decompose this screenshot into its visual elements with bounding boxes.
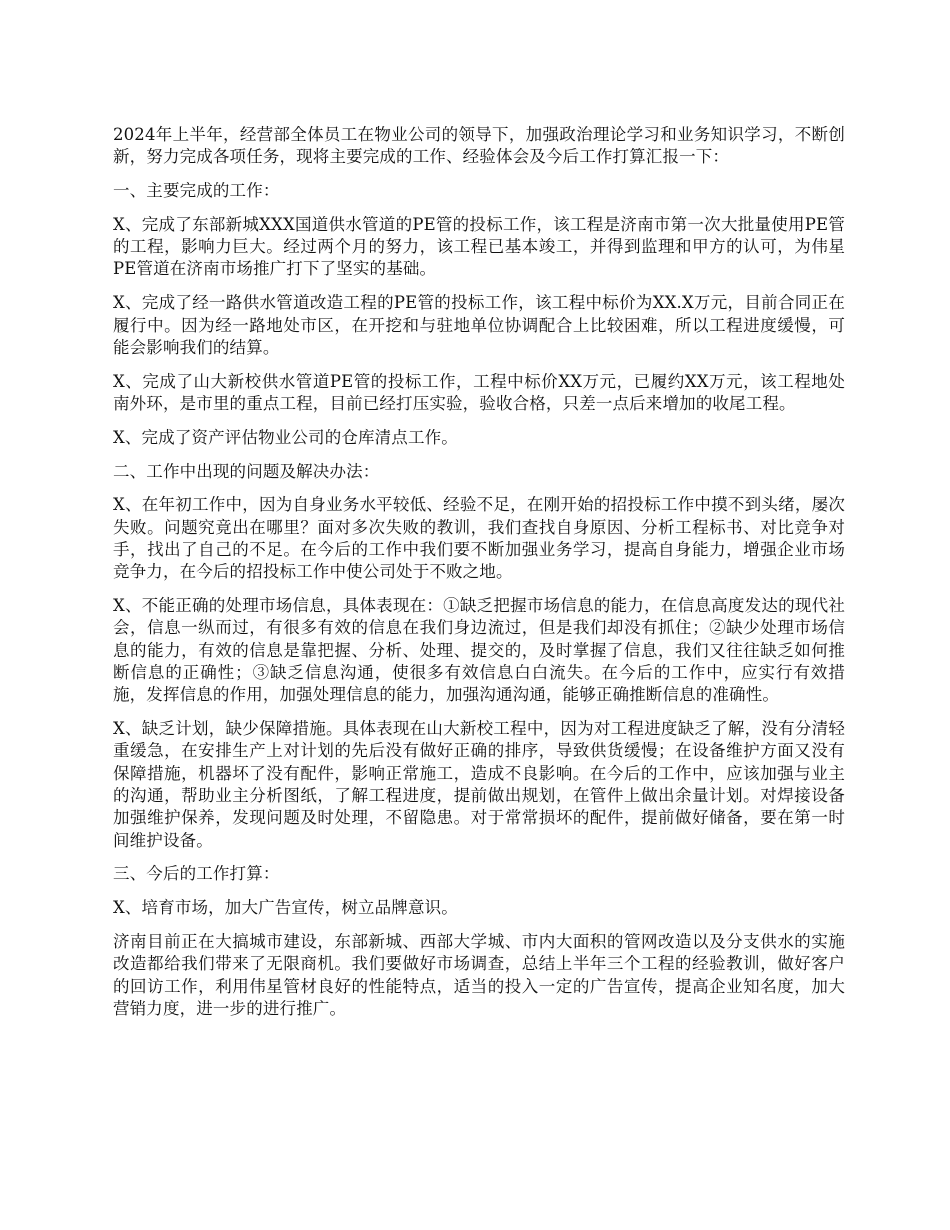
paragraph-jingyi-road-project: X、完成了经一路供水管道改造工程的PE管的投标工作，该工程中标价为XX.X万元，目前合同正在履行中。因为经一路地处市区，在开挖和与驻地单位协调配合上比较困难，所以工程进度缓慢，可能会影响我们的结算。 <box>113 293 845 357</box>
paragraph-lack-of-planning: X、缺乏计划，缺少保障措施。具体表现在山大新校工程中，因为对工程进度缺乏了解，没有分清轻重缓急，在安排生产上对计划的先后没有做好正确的排序，导致供货缓慢；在设备维护方面又没有保障措施，机器坏了没有配件，影响正常施工，造成不良影响。在今后的工作中，应该加强与业主的沟通，帮助业主分析图纸，了解工程进度，提前做出规划，在管件上做出余量计划。对焊接设备加强维护保养，发现问题及时处理，不留隐患。对于常常损坏的配件，提前做好储备，要在第一时间维护设备。 <box>113 719 845 850</box>
paragraph-bidding-inexperience: X、在年初工作中，因为自身业务水平较低、经验不足，在刚开始的招投标工作中摸不到头绪，屡次失败。问题究竟出在哪里？面对多次失败的教训，我们查找自身原因、分析工程标书、对比竞争对手，找出了自己的不足。在今后的工作中我们要不断加强业务学习，提高自身能力，增强企业市场竞争力，在今后的招投标工作中使公司处于不败之地。 <box>113 495 845 582</box>
section-heading-future-plans: 三、今后的工作打算： <box>113 864 280 884</box>
paragraph-jinan-construction: 济南目前正在大搞城市建设，东部新城、西部大学城、市内大面积的管网改造以及分支供水的实施改造都给我们带来了无限商机。我们要做好市场调查，总结上半年三个工程的经验教训，做好客户的回访工作，利用伟星管材良好的性能特点，适当的投入一定的广告宣传，提高企业知名度，加大营销力度，进一步的进行推广。 <box>113 931 845 1018</box>
paragraph-shanda-campus-project: X、完成了山大新校供水管道PE管的投标工作，工程中标价XX万元，已履约XX万元，该工程地处南外环，是市里的重点工程，目前已经打压实验，验收合格，只差一点后来增加的收尾工程。 <box>113 371 845 413</box>
paragraph-warehouse-inventory: X、完成了资产评估物业公司的仓库清点工作。 <box>113 427 458 447</box>
document-body <box>113 124 845 1032</box>
intro-paragraph: 2024年上半年，经营部全体员工在物业公司的领导下，加强政治理论学习和业务知识学习，不断创新，努力完成各项任务，现将主要完成的工作、经验体会及今后工作打算汇报一下： <box>113 125 845 167</box>
paragraph-east-new-city-project: X、完成了东部新城XXX国道供水管道的PE管的投标工作，该工程是济南市第一次大批量使用PE管的工程，影响力巨大。经过两个月的努力，该工程已基本竣工，并得到监理和甲方的认可，为伟星PE管道在济南市场推广打下了坚实的基础。 <box>113 214 845 279</box>
section-heading-problems: 二、工作中出现的问题及解决办法： <box>113 461 380 481</box>
paragraph-market-information: X、不能正确的处理市场信息，具体表现在：①缺乏把握市场信息的能力，在信息高度发达的现代社会，信息一纵而过，有很多有效的信息在我们身边流过，但是我们却没有抓住；②缺少处理市场信息的能力，有效的信息是靠把握、分析、处理、提交的，及时掌握了信息，我们又往往缺乏如何推断信息的正确性；③缺乏信息沟通，使很多有效信息白白流失。在今后的工作中，应实行有效措施，发挥信息的作用，加强处理信息的能力，加强沟通沟通，能够正确推断信息的准确性。 <box>113 596 845 705</box>
section-heading-main-work: 一、主要完成的工作： <box>113 181 280 201</box>
paragraph-market-cultivation: X、培育市场，加大广告宣传，树立品牌意识。 <box>113 898 458 918</box>
